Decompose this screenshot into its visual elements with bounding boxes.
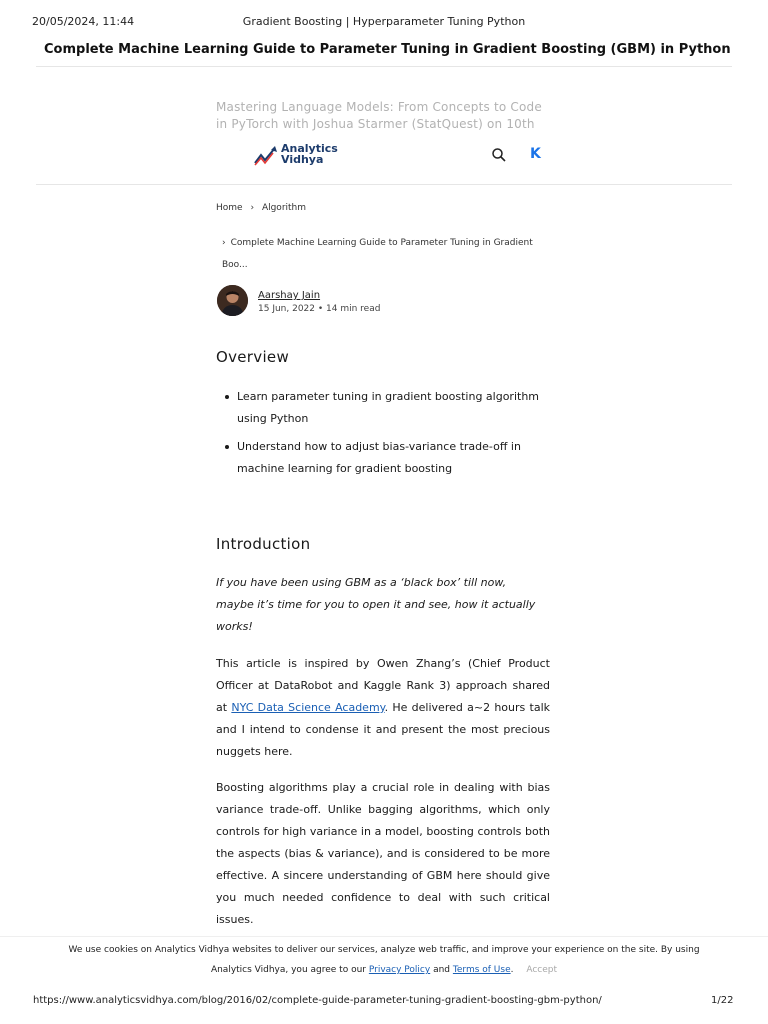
cookie-text-prefix: Analytics Vidhya, you agree to our [210, 965, 366, 975]
print-page-number: 1/22 [711, 995, 734, 1006]
list-item [224, 386, 554, 430]
divider [36, 184, 732, 185]
intro-paragraph-2: Boosting algorithms play a crucial role in dealing with bias variance trade-off. Unlike bagging algorithms, which only controls for high variance in a model, boosting controls both the aspects (bias & variance), and is considered to be more effective. A sincere understanding of GBM here should give you much needed confidence to deal with such critical issues. [216, 781, 550, 926]
announcement-ticker[interactable]: Mastering Language Models: From Concepts to Code in PyTorch with Joshua Starmer (StatQuest) on 10th [216, 100, 542, 131]
terms-of-use-link[interactable]: Terms of Use [452, 965, 511, 975]
introduction-heading: Introduction [216, 535, 311, 553]
search-icon [491, 147, 507, 163]
list-item-line: machine learning for gradient boosting [237, 462, 453, 475]
list-item-line: using Python [237, 412, 309, 425]
logo-text-analytics: Analytics [281, 142, 338, 155]
chevron-right-icon: › [250, 203, 255, 213]
intro-quote [216, 572, 550, 638]
print-page-title: Gradient Boosting | Hyperparameter Tuning Python [242, 15, 526, 28]
breadcrumb [216, 203, 306, 213]
paragraph-text: This article is inspired by Owen Zhang’s (Chief Product Officer at DataRobot and Kaggle Rank 3) approach shared at [216, 657, 550, 714]
list-item-line: Learn parameter tuning in gradient boosting algorithm [237, 390, 540, 403]
k-badge-button[interactable]: K [530, 146, 541, 162]
analytics-vidhya-logo[interactable] [253, 143, 343, 167]
search-button[interactable] [491, 147, 507, 163]
list-item-line: Understand how to adjust bias-variance trade-off in [237, 440, 521, 453]
breadcrumb-current-line2: Boo... [222, 260, 248, 270]
author-avatar[interactable] [217, 285, 248, 316]
logo-text-vidhya: Vidhya [281, 153, 324, 166]
article-meta: 15 Jun, 2022 • 14 min read [258, 304, 381, 314]
quote-line: If you have been using GBM as a ‘black box’ till now, [216, 576, 507, 589]
article-title: Complete Machine Learning Guide to Parameter Tuning in Gradient Boosting (GBM) in Python [44, 42, 731, 57]
breadcrumb-current [222, 232, 552, 276]
cookie-text-and: and [433, 965, 451, 975]
intro-paragraph-1 [216, 653, 550, 763]
quote-line: works! [216, 620, 253, 633]
breadcrumb-home-link[interactable]: Home [216, 203, 243, 213]
logo-chart-icon [253, 145, 279, 167]
print-footer-url: https://www.analyticsvidhya.com/blog/2016/02/complete-guide-parameter-tuning-gradient-boosting-gbm-python/ [33, 995, 602, 1006]
overview-heading: Overview [216, 348, 290, 366]
breadcrumb-current-line1: Complete Machine Learning Guide to Parameter Tuning in Gradient [230, 238, 533, 248]
nyc-data-science-academy-link[interactable]: NYC Data Science Academy [231, 701, 385, 714]
overview-list [224, 386, 554, 486]
cookie-banner [0, 936, 768, 987]
cookie-text-line2 [0, 965, 768, 975]
cookie-text: We use cookies on Analytics Vidhya websites to deliver our services, analyze web traffic, and improve your experience on the site. By using [68, 945, 700, 955]
person-icon [217, 285, 248, 316]
privacy-policy-link[interactable]: Privacy Policy [368, 965, 431, 975]
print-datetime: 20/05/2024, 11:44 [32, 15, 135, 28]
breadcrumb-algorithm-link[interactable]: Algorithm [261, 203, 307, 213]
quote-line: maybe it’s time for you to open it and see, how it actually [216, 598, 536, 611]
chevron-right-icon: › [222, 238, 226, 248]
cookie-text-period: . [510, 965, 514, 975]
paragraph-text: . He delivered a~2 hours talk and I intend to condense it and present the most precious nuggets here. [216, 701, 551, 758]
accept-cookies-button[interactable]: Accept [526, 965, 558, 975]
author-name-link[interactable]: Aarshay Jain [258, 290, 321, 301]
list-item [224, 436, 554, 480]
divider [36, 66, 732, 67]
